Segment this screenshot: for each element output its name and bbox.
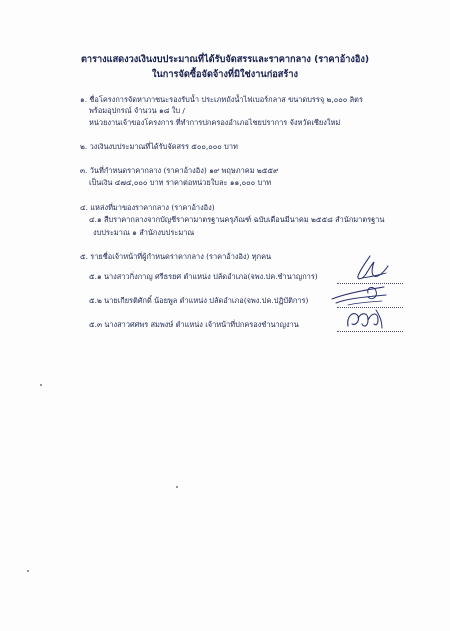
scan-speck bbox=[27, 570, 29, 572]
item-4-source-line-2: งบประมาณ ๑ สำนักงบประมาณ bbox=[93, 228, 195, 237]
scan-speck bbox=[40, 384, 42, 386]
scan-speck bbox=[176, 486, 178, 488]
item-1-owner-agency: หน่วยงานเจ้าของโครงการ ที่ทำการปกครองอำเภอไชยปราการ จังหวัดเชียงใหม่ bbox=[89, 118, 341, 127]
officer-2-row: ๕.๒ นายเกียรติศักดิ์ น้อยพูล ตำแหน่ง ปลัดอำเภอ(จพง.ปค.ปฏิบัติการ) bbox=[89, 296, 309, 305]
item-1-project-name: ๑. ชื่อโครงการจัดหาภาชนะรองรับน้ำ ประเภทถังน้ำไฟเบอร์กลาส ขนาดบรรจุ ๒,๐๐๐ ลิตร bbox=[80, 95, 363, 104]
document-title-line-2: ในการจัดซื้อจัดจ้างที่มิใช่งานก่อสร้าง bbox=[152, 69, 298, 80]
item-4-heading: ๔. แหล่งที่มาของราคากลาง (ราคาอ้างอิง) bbox=[80, 203, 215, 212]
officer-1-row: ๕.๑ นางสาวกิ่งกาญ ศรีธรยศ ตำแหน่ง ปลัดอำเภอ(จพง.ปค.ชำนาญการ) bbox=[89, 272, 318, 281]
officer-3-signature bbox=[342, 306, 386, 332]
officer-1-signature bbox=[352, 254, 392, 284]
item-5-heading: ๕. รายชื่อเจ้าหน้าที่ผู้กำหนดราคากลาง (ราคาอ้างอิง) ทุกคน bbox=[80, 252, 272, 261]
item-2-budget: ๒. วงเงินงบประมาณที่ได้รับจัดสรร ๕๐๐,๐๐๐ บาท bbox=[80, 142, 238, 151]
item-1-quantity: พร้อมอุปกรณ์ จำนวน ๑๘ ใบ / bbox=[89, 106, 185, 115]
document-title-line-1: ตารางแสดงวงเงินงบประมาณที่ได้รับจัดสรรและราคากลาง (ราคาอ้างอิง) bbox=[80, 54, 370, 65]
item-4-source-line-1: ๔.๑ สืบราคากลางจากบัญชีราคามาตรฐานครุภัณฑ์ ฉบับเดือนมีนาคม ๒๕๕๘ สำนักมาตรฐาน bbox=[89, 215, 385, 224]
item-3-amount: เป็นเงิน ๔๗๔,๐๐๐ บาท ราคาต่อหน่วยใบละ ๑๑,๐๐๐ บาท bbox=[89, 178, 272, 187]
item-3-date: ๓. วันที่กำหนดราคากลาง (ราคาอ้างอิง) ๑๙ พฤษภาคม ๒๕๕๙ bbox=[80, 166, 279, 175]
officer-3-row: ๕.๓ นางสาวศศพร สมพงษ์ ตำแหน่ง เจ้าหน้าที่ปกครองชำนาญงาน bbox=[89, 320, 299, 329]
